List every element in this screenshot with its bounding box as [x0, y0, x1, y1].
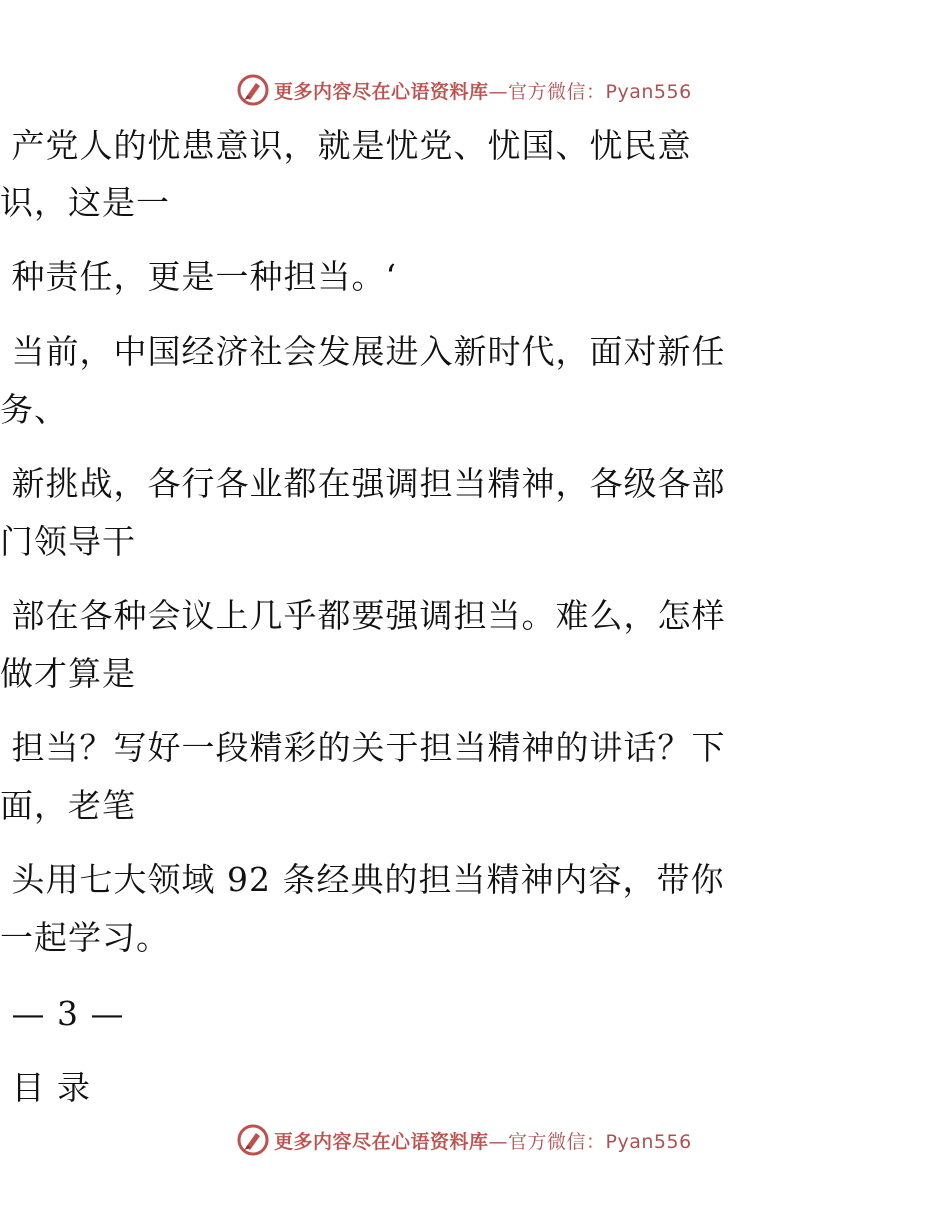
body-line-12: 头用七大领域 92 条经典的担当精神内容，带你: [0, 860, 725, 899]
body-line-2: 识，这是一: [0, 183, 170, 222]
body-line-10: 担当？写好一段精彩的关于担当精神的讲话？下: [0, 728, 726, 767]
page-number: — 3 —: [0, 994, 125, 1033]
body-line-3: 种责任，更是一种担当。‘: [0, 257, 397, 296]
body-line-8: 部在各种会议上几乎都要强调担当。难么，怎样: [0, 596, 726, 635]
watermark-main-text: 更多内容尽在心语资料库: [274, 1130, 489, 1153]
body-line-7: 门领导干: [0, 522, 136, 561]
pen-logo-icon: [236, 1123, 270, 1157]
body-line-9: 做才算是: [0, 654, 136, 693]
body-line-13: 一起学习。: [0, 918, 170, 957]
body-line-5: 务、: [0, 390, 68, 429]
section-heading-toc: 目 录: [0, 1068, 91, 1107]
body-line-4: 当前，中国经济社会发展进入新时代，面对新任: [0, 332, 726, 371]
watermark-sub-text: —官方微信：Pyan556: [488, 80, 692, 103]
body-line-6: 新挑战，各行各业都在强调担当精神，各级各部: [0, 464, 726, 503]
watermark-sub-text: —官方微信：Pyan556: [488, 1130, 692, 1153]
pen-logo-icon: [236, 73, 270, 107]
watermark-main-text: 更多内容尽在心语资料库: [274, 80, 489, 103]
watermark-top: [236, 72, 692, 108]
body-line-11: 面，老笔: [0, 786, 136, 825]
watermark-bottom: [236, 1122, 692, 1158]
body-line-1: 产党人的忧患意识，就是忧党、忧国、忧民意: [0, 126, 692, 165]
